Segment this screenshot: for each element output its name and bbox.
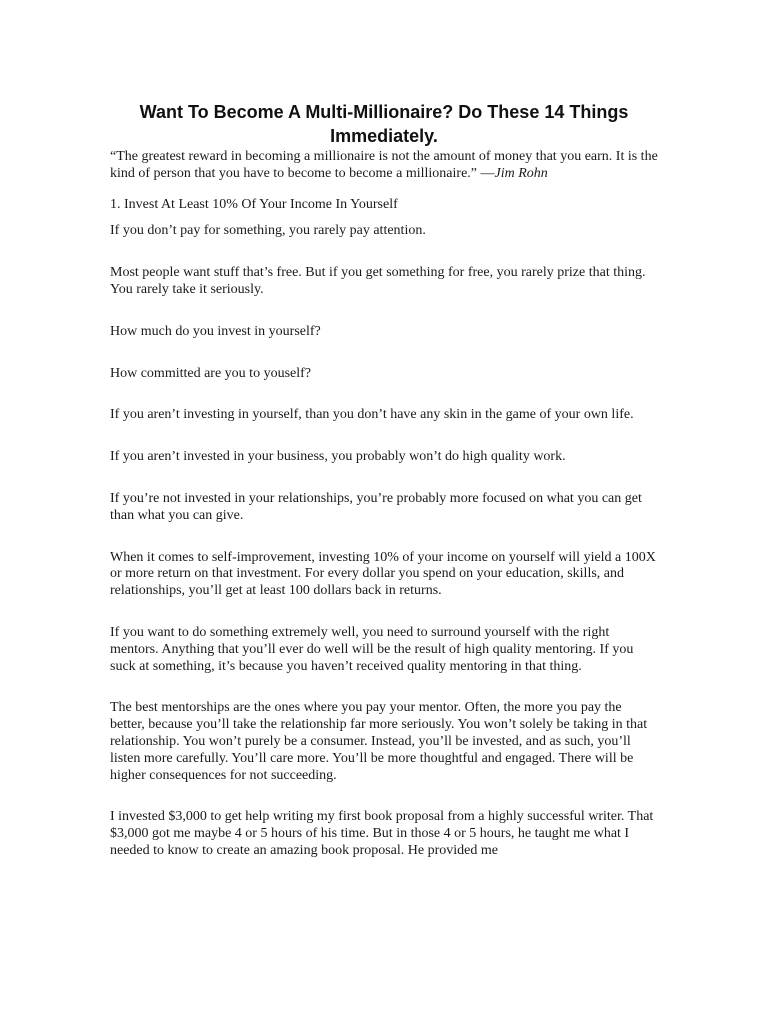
- paragraph: When it comes to self-improvement, investing 10% of your income on yourself will yield a 100X or more return on that investment. For every dollar you spend on your education, skills, and relationships, you’ll get at least 100 dollars back in returns.: [110, 549, 656, 599]
- paragraph: If you aren’t invested in your business, you probably won’t do high quality work.: [110, 449, 566, 465]
- paragraph: The best mentorships are the ones where you pay your mentor. Often, the more you pay the better, because you’ll take the relationship far more seriously. You won’t solely be taking in that relationship. You won’t purely be a consumer. Instead, you’ll be invested, and as such, you’ll listen more carefully. You’ll care more. You’ll be more thoughtful and engaged. There will be higher consequences for not succeeding.: [110, 700, 648, 783]
- paragraph: How committed are you to youself?: [110, 365, 312, 381]
- paragraph: If you’re not invested in your relationships, you’re probably more focused on what you can get than what you can give.: [110, 490, 642, 523]
- quote-text: “The greatest reward in becoming a millionaire is not the amount of money that you earn. It is the kind of person that you have to become to become a millionaire.” —: [110, 149, 658, 181]
- paragraph: Most people want stuff that’s free. But if you get something for free, you rarely prize that thing. You rarely take it seriously.: [110, 265, 646, 297]
- document-body: [110, 149, 658, 885]
- paragraph: I invested $3,000 to get help writing my first book proposal from a highly successful writer. That $3,000 got me maybe 4 or 5 hours of his time. But in those 4 or 5 hours, he taught me what I needed to know to create an amazing book proposal. He provided me: [110, 809, 654, 858]
- paragraph: If you want to do something extremely well, you need to surround yourself with the right mentors. Anything that you’ll ever do well will be the result of high quality mentoring. If you suck at something, it’s because you haven’t received quality mentoring in that thing.: [110, 624, 634, 674]
- lead-paragraph: If you don’t pay for something, you rarely pay attention.: [110, 223, 426, 239]
- opening-quote: [110, 149, 658, 183]
- paragraph: How much do you invest in yourself?: [110, 323, 321, 339]
- paragraph: If you aren’t investing in yourself, than you don’t have any skin in the game of your own life.: [110, 407, 634, 423]
- quote-author: Jim Rohn: [494, 165, 548, 181]
- document-title: Want To Become A Multi-Millionaire? Do These 14 Things Immediately.: [139, 102, 629, 147]
- section-heading: 1. Invest At Least 10% Of Your Income In Yourself: [110, 196, 398, 212]
